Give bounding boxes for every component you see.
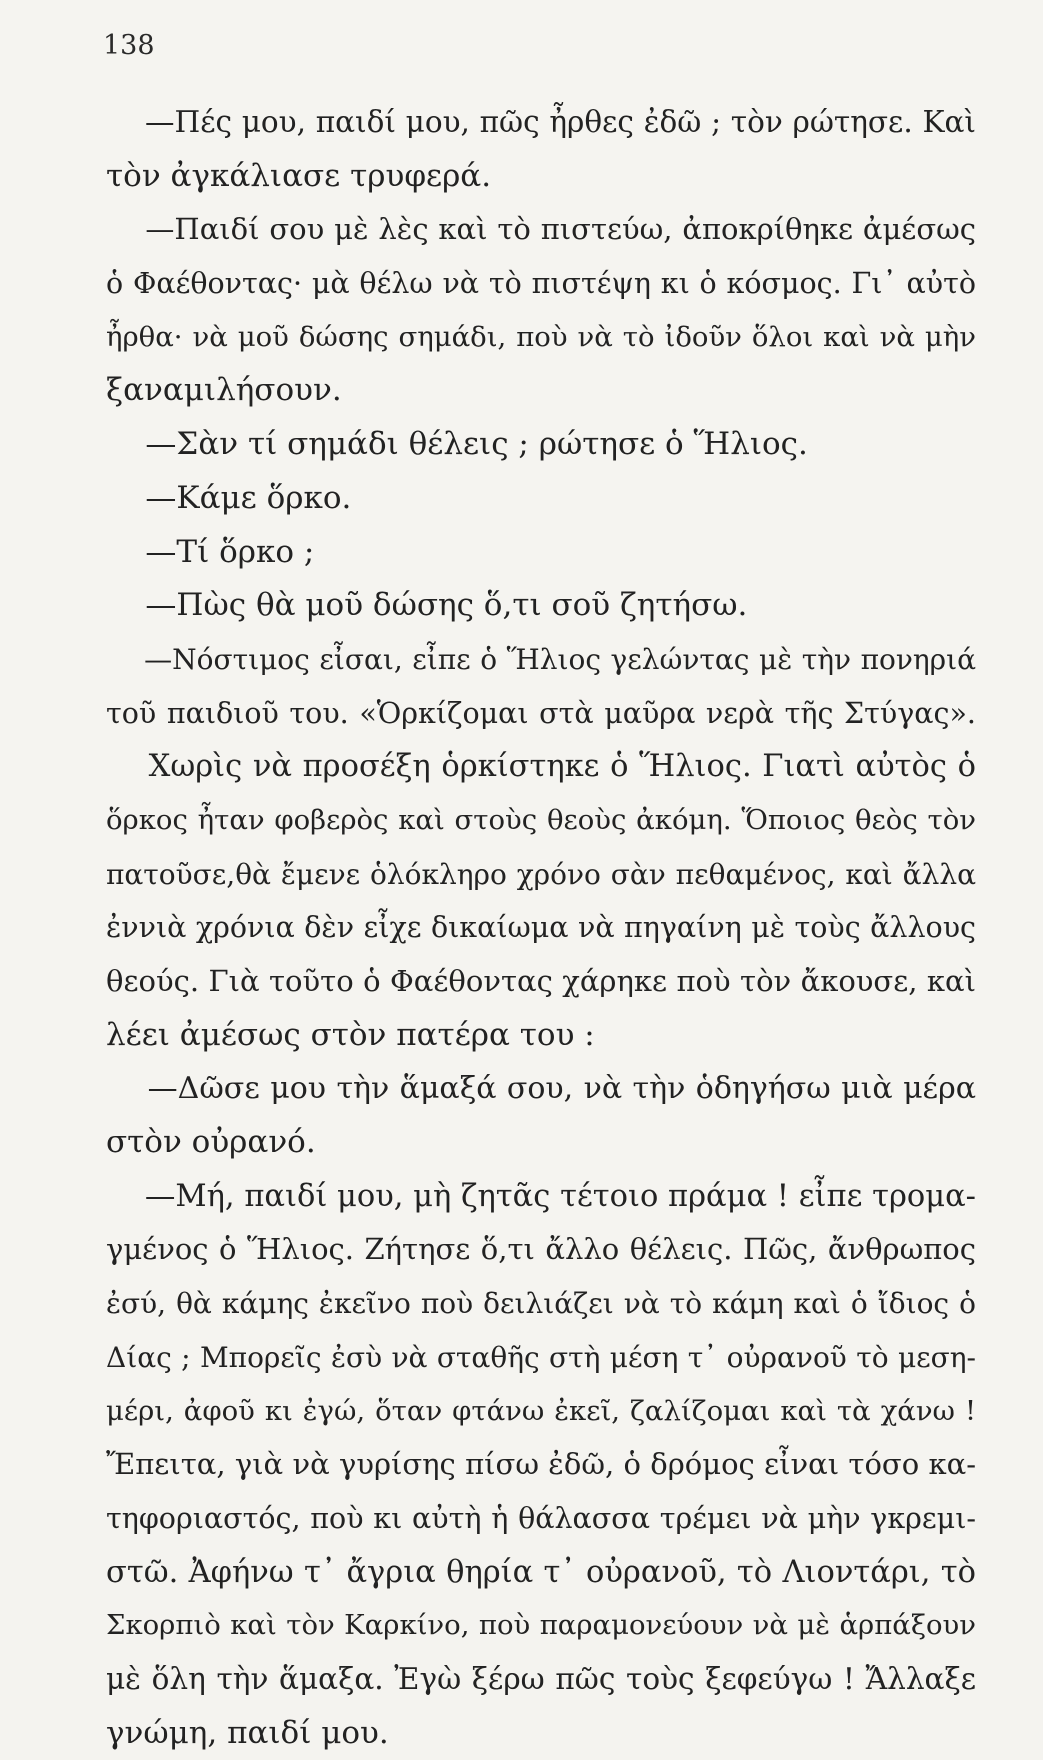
text-line: ὁ Φαέθοντας· μὰ θέλω νὰ τὸ πιστέψη κι ὁ κόσμος. Γι᾽ αὐτὸ [106, 267, 976, 301]
text-line: γνώμη, παιδί μου. [106, 1714, 389, 1751]
text-line: ἦρθα· νὰ μοῦ δώσης σημάδι, ποὺ νὰ τὸ ἰδοῦν ὅλοι καὶ νὰ μὴν [106, 320, 976, 353]
page-number: 138 [103, 30, 155, 61]
text-line: μέρι, ἀφοῦ κι ἐγώ, ὅταν φτάνω ἐκεῖ, ζαλίζομαι καὶ τὰ χάνω ! [106, 1394, 976, 1427]
text-line: —Πές μου, παιδί μου, πῶς ἦρθες ἐδῶ ; τὸν ρώτησε. Καὶ [106, 105, 976, 139]
text-line: —Μή, παιδί μου, μὴ ζητᾶς τέτοιο πράμα ! εἶπε τρομα- [106, 1178, 976, 1214]
text-line: τὸν ἀγκάλιασε τρυφερά. [106, 157, 492, 194]
text-line: ὅρκος ἦταν φοβερὸς καὶ στοὺς θεοὺς ἀκόμη. Ὅποιος θεὸς τὸν [106, 803, 976, 836]
text-line: —Κάμε ὅρκο. [106, 479, 352, 516]
text-line: μὲ ὅλη τὴν ἅμαξα. Ἐγὼ ξέρω πῶς τοὺς ξεφεύγω ! Ἄλλαξε [106, 1661, 976, 1696]
text-line: τοῦ παιδιοῦ του. «Ὁρκίζομαι στὰ μαῦρα νερὰ τῆς Στύγας». [106, 696, 976, 730]
text-line: ξαναμιλήσουν. [106, 372, 342, 409]
text-line: Σκορπιὸ καὶ τὸν Καρκίνο, ποὺ παραμονεύουν νὰ μὲ ἁρπάξουν [106, 1609, 976, 1642]
text-line: στῶ. Ἀφήνω τ᾽ ἄγρια θηρία τ᾽ οὐρανοῦ, τὸ Λιοντάρι, τὸ [106, 1554, 976, 1590]
text-line: λέει ἀμέσως στὸν πατέρα του : [106, 1016, 595, 1053]
text-line: —Τί ὅρκο ; [106, 533, 315, 570]
text-line: ἐννιὰ χρόνια δὲν εἶχε δικαίωμα νὰ πηγαίνη μὲ τοὺς ἄλλους [106, 911, 976, 945]
text-line: —Νόστιμος εἶσαι, εἶπε ὁ Ἥλιος γελώντας μὲ τὴν πονηριά [106, 642, 976, 676]
text-line: —Δῶσε μου τὴν ἅμαξά σου, νὰ τὴν ὁδηγήσω μιὰ μέρα [106, 1071, 976, 1107]
text-line: —Σὰν τί σημάδι θέλεις ; ρώτησε ὁ Ἥλιος. [106, 426, 808, 463]
text-line: πατοῦσε,θὰ ἔμενε ὁλόκληρο χρόνο σὰν πεθαμένος, καὶ ἄλλα [106, 857, 976, 891]
text-line: —Παιδί σου μὲ λὲς καὶ τὸ πιστεύω, ἀποκρίθηκε ἀμέσως [106, 212, 976, 247]
body-text [106, 96, 976, 1760]
text-line: —Πὼς θὰ μοῦ δώσης ὅ,τι σοῦ ζητήσω. [106, 587, 748, 624]
text-line: τηφοριαστός, ποὺ κι αὐτὴ ἡ θάλασσα τρέμει νὰ μὴν γκρεμι- [106, 1501, 976, 1535]
text-line: Δίας ; Μπορεῖς ἐσὺ νὰ σταθῆς στὴ μέση τ᾽ οὐρανοῦ τὸ μεση- [106, 1340, 976, 1374]
text-line: στὸν οὐρανό. [106, 1124, 316, 1161]
text-line: ἐσύ, θὰ κάμης ἐκεῖνο ποὺ δειλιάζει νὰ τὸ κάμη καὶ ὁ ἴδιος ὁ [106, 1287, 976, 1321]
text-line: Χωρὶς νὰ προσέξη ὁρκίστηκε ὁ Ἥλιος. Γιατὶ αὐτὸς ὁ [106, 749, 976, 785]
text-line: θεούς. Γιὰ τοῦτο ὁ Φαέθοντας χάρηκε ποὺ τὸν ἄκουσε, καὶ [106, 964, 976, 998]
text-line: γμένος ὁ Ἥλιος. Ζήτησε ὅ,τι ἄλλο θέλεις. Πῶς, ἄνθρωπος [106, 1232, 976, 1267]
text-line: Ἔπειτα, γιὰ νὰ γυρίσης πίσω ἐδῶ, ὁ δρόμος εἶναι τόσο κα- [106, 1447, 976, 1482]
